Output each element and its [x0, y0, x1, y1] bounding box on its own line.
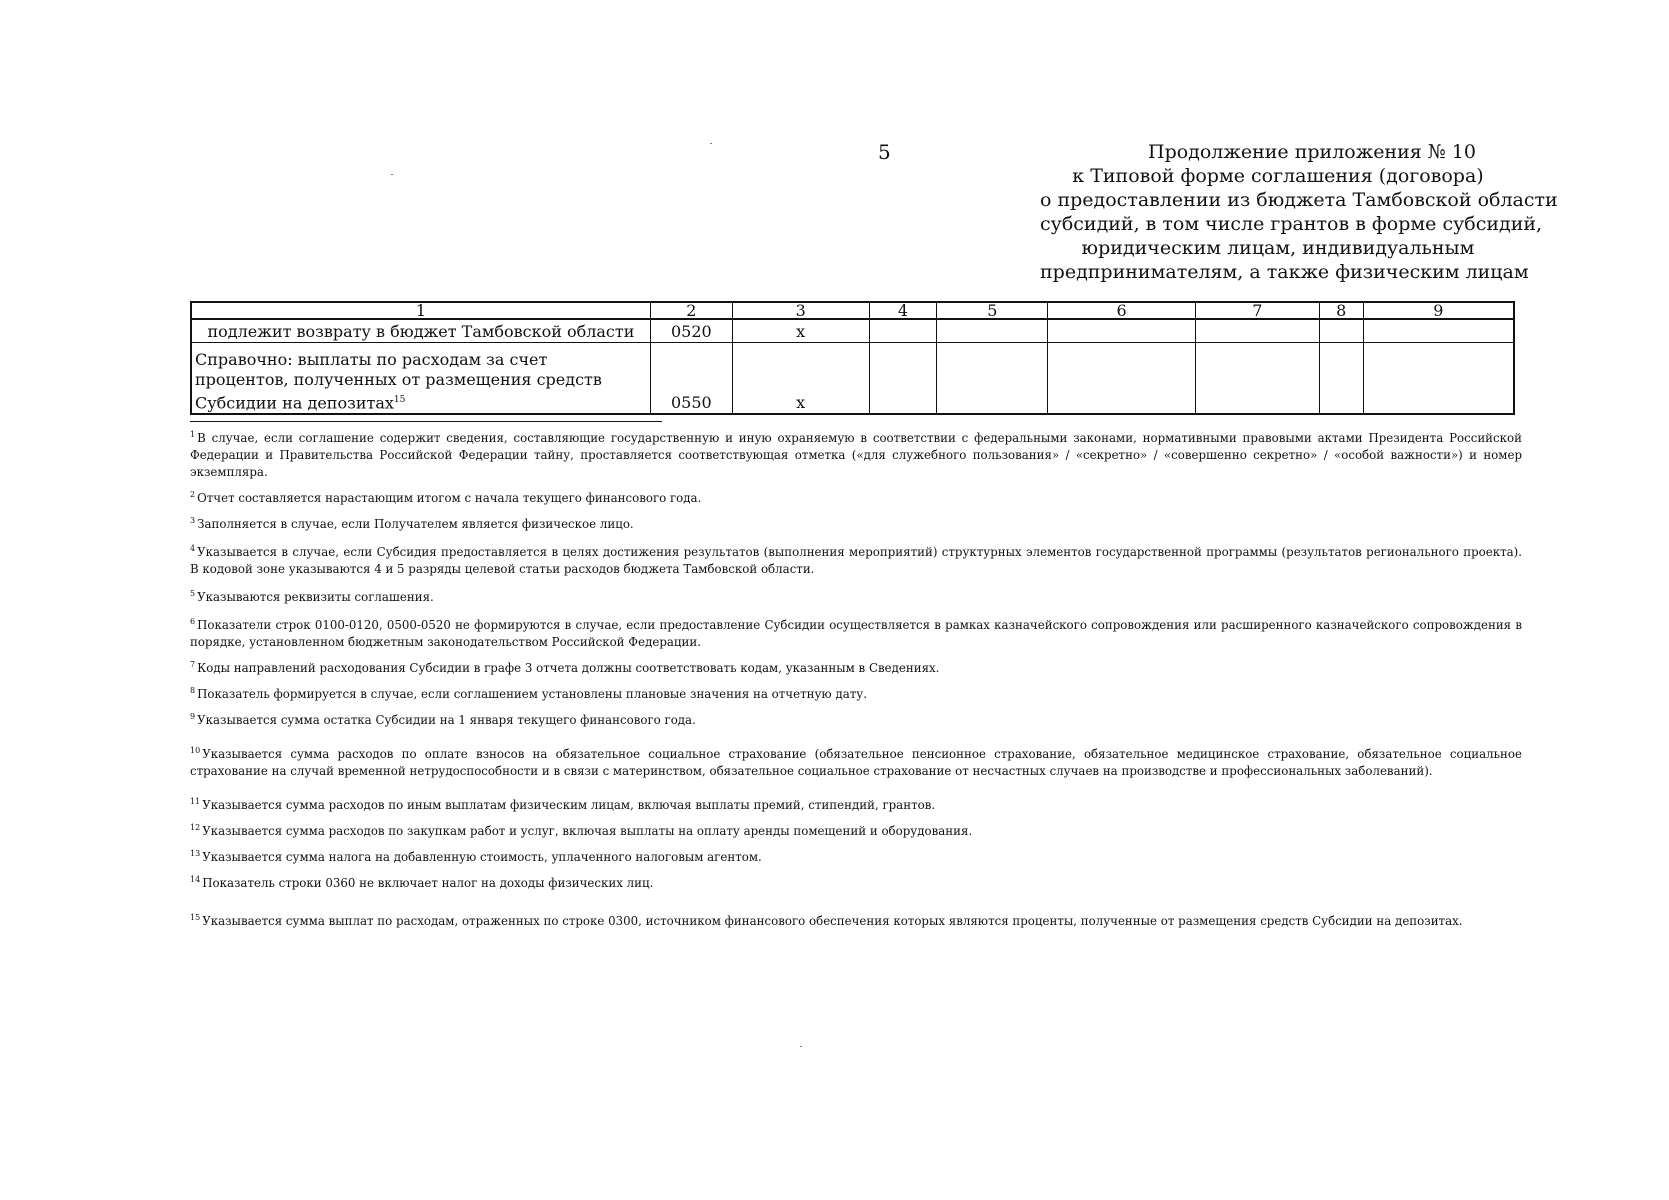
row-col3: x [732, 343, 869, 415]
footnote-text: Показатели строк 0100-0120, 0500-0520 не формируются в случае, если предоставление Субсидии осуществляется в рамках казначейского сопровождения или расширенного казначейского сопровождения в порядке, установленном бюджетным законодательством Российской Федерации. [190, 618, 1522, 649]
header-line: о предоставлении из бюджета Тамбовской области [1040, 189, 1558, 211]
footnote-text: Заполняется в случае, если Получателем является физическое лицо. [197, 517, 634, 531]
footnote [190, 819, 1522, 840]
footnote [190, 540, 1522, 578]
footnote-text: Отчет составляется нарастающим итогом с начала текущего финансового года. [197, 491, 702, 505]
footnote [190, 909, 1522, 930]
header-line: к Типовой форме соглашения (договора) [1072, 165, 1484, 187]
footnote-text: Коды направлений расходования Субсидии в графе 3 отчета должны соответствовать кодам, указанным в Сведениях. [197, 661, 940, 675]
footnote-number: 6 [190, 617, 196, 626]
footnote-number: 14 [190, 875, 201, 884]
scan-speck [710, 143, 712, 144]
footnote-text: Указывается сумма расходов по закупкам работ и услуг, включая выплаты на оплату аренды помещений и оборудования. [202, 824, 973, 838]
empty-cell [937, 319, 1048, 343]
footnote-number: 7 [190, 660, 196, 669]
footnote [190, 793, 1522, 814]
column-number-row [191, 302, 1514, 319]
empty-cell [869, 343, 937, 415]
footnote-text: Указывается сумма налога на добавленную стоимость, уплаченного налоговым агентом. [202, 850, 762, 864]
footnote [190, 708, 1522, 729]
empty-cell [1048, 319, 1196, 343]
scan-speck [800, 1046, 802, 1047]
row-code: 0550 [650, 343, 732, 415]
footnote-number: 12 [190, 823, 201, 832]
footnote-number: 5 [190, 589, 196, 598]
footnote [190, 426, 1522, 481]
footnote-number: 1 [190, 430, 196, 439]
header-line: предпринимателям, а также физическим лицам [1040, 261, 1529, 283]
footnote-text: Указывается сумма остатка Субсидии на 1 января текущего финансового года. [197, 713, 696, 727]
row-label-cell [191, 343, 650, 415]
footnote [190, 682, 1522, 703]
footnote-number: 9 [190, 712, 196, 721]
footnote [190, 845, 1522, 866]
header-line: Продолжение приложения № 10 [1148, 141, 1476, 163]
empty-cell [1363, 343, 1514, 415]
footnote [190, 512, 1522, 533]
table-row [191, 319, 1514, 343]
footnote [190, 486, 1522, 507]
column-number: 9 [1363, 302, 1514, 319]
footnote-number: 2 [190, 490, 196, 499]
footnote [190, 871, 1522, 892]
footnote-text: Указывается сумма расходов по иным выплатам физическим лицам, включая выплаты премий, стипендий, грантов. [202, 798, 936, 812]
empty-cell [1048, 343, 1196, 415]
footnote-text: Показатель формируется в случае, если соглашением установлены плановые значения на отчетную дату. [197, 687, 867, 701]
empty-cell [1195, 319, 1319, 343]
footnotes [190, 426, 1522, 930]
footnote-number: 13 [190, 849, 201, 858]
column-number: 3 [732, 302, 869, 319]
row-code: 0520 [650, 319, 732, 343]
report-table [190, 301, 1515, 415]
column-number: 8 [1319, 302, 1363, 319]
footnote-text: Указывается сумма расходов по оплате взносов на обязательное социальное страхование (обязательное пенсионное страхование, обязательное медицинское страхование, обязательное социальное страхование на случай временной нетрудоспособности и в связи с материнством, обязательное социальное страхование от несчастных случаев на производстве и профессиональных заболеваний). [190, 747, 1522, 778]
row-label: Справочно: выплаты по расходам за счет процентов, полученных от размещения средств Субсидии на депозитах [195, 349, 602, 412]
column-number: 5 [937, 302, 1048, 319]
footnote-text: В случае, если соглашение содержит сведения, составляющие государственную и иную охраняемую в соответствии с федеральными законами, нормативными правовыми актами Президента Российской Федерации и Правительства Российской Федерации тайну, проставляется соответствующая отметка («для служебного пользования» / «секретно» / «совершенно секретно» / «особой важности») и номер экземпляра. [190, 431, 1522, 479]
empty-cell [1319, 319, 1363, 343]
scan-speck [391, 174, 393, 175]
column-number: 2 [650, 302, 732, 319]
empty-cell [1319, 343, 1363, 415]
footnote-number: 10 [190, 746, 201, 755]
row-col3: x [732, 319, 869, 343]
footnote-number: 15 [190, 913, 201, 922]
footnote-number: 11 [190, 797, 201, 806]
footnote [190, 613, 1522, 651]
empty-cell [937, 343, 1048, 415]
footnote-separator [190, 421, 662, 422]
footnote-ref: 15 [393, 394, 406, 405]
footnote-text: Указывается в случае, если Субсидия предоставляется в целях достижения результатов (выполнения мероприятий) структурных элементов государственной программы (результатов регионального проекта). В кодовой зоне указываются 4 и 5 разряды целевой статьи расходов бюджета Тамбовской области. [190, 545, 1522, 576]
footnote-number: 4 [190, 544, 196, 553]
footnote [190, 585, 1522, 606]
header-line: субсидий, в том числе грантов в форме субсидий, [1040, 213, 1543, 235]
appendix-header [1040, 140, 1558, 284]
empty-cell [1195, 343, 1319, 415]
footnote-text: Указываются реквизиты соглашения. [197, 590, 434, 604]
footnote-text: Показатель строки 0360 не включает налог на доходы физических лиц. [202, 876, 654, 890]
footnote-number: 8 [190, 686, 196, 695]
column-number: 1 [191, 302, 650, 319]
footnote [190, 742, 1522, 780]
column-number: 7 [1195, 302, 1319, 319]
empty-cell [1363, 319, 1514, 343]
footnote-number: 3 [190, 516, 196, 525]
column-number: 6 [1048, 302, 1196, 319]
footnote-text: Указывается сумма выплат по расходам, отраженных по строке 0300, источником финансового обеспечения которых являются проценты, полученные от размещения средств Субсидии на депозитах. [202, 914, 1463, 928]
column-number: 4 [869, 302, 937, 319]
page-number: 5 [878, 140, 891, 164]
footnote [190, 656, 1522, 677]
row-label: подлежит возврату в бюджет Тамбовской области [191, 319, 650, 343]
empty-cell [869, 319, 937, 343]
table-row [191, 343, 1514, 415]
header-line: юридическим лицам, индивидуальным [1081, 237, 1475, 259]
